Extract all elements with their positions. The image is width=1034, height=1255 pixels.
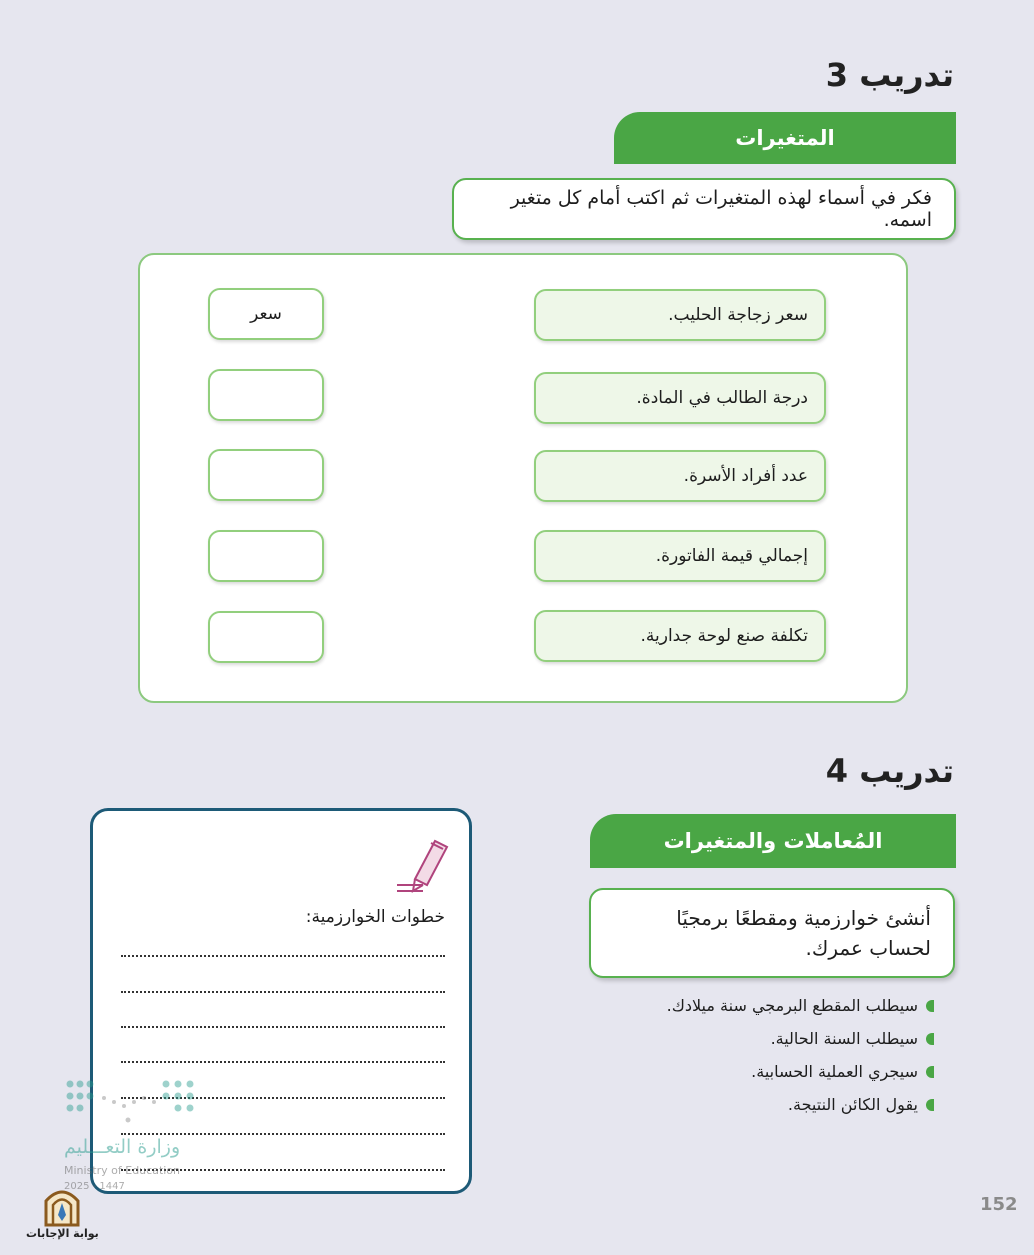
bullet-text: سيطلب السنة الحالية. (770, 1029, 918, 1048)
bullet-item (771, 1029, 934, 1048)
variable-answer-box[interactable] (208, 369, 324, 421)
variable-answer-box[interactable] (208, 530, 324, 582)
bullet-item (667, 996, 934, 1015)
variable-item-family-count: عدد أفراد الأسرة. (534, 450, 826, 502)
answer-line[interactable] (121, 991, 445, 993)
bullet-item (751, 1062, 934, 1081)
bullet-text: سيطلب المقطع البرمجي سنة ميلادك. (666, 996, 918, 1015)
variable-answer-box[interactable]: سعر (208, 288, 324, 340)
exercise-4-banner: المُعاملات والمتغيرات (590, 814, 956, 868)
answer-line[interactable] (121, 1133, 445, 1135)
bullet-marker-icon (926, 1000, 934, 1012)
answer-line[interactable] (121, 1026, 445, 1028)
variable-item-milk-price: سعر زجاجة الحليب. (534, 289, 826, 341)
ministry-logo-icon (62, 1076, 202, 1132)
answer-line[interactable] (121, 955, 445, 957)
pencil-icon (393, 833, 457, 899)
variable-answer-box[interactable] (208, 449, 324, 501)
exercise-4-instruction: أنشئ خوارزمية ومقطعًا برمجيًا لحساب عمرك. (589, 888, 955, 978)
exercise-3-title: تدريب 3 (825, 56, 954, 94)
ministry-name-en: Ministry of Education (64, 1164, 181, 1177)
portal-logo-icon (40, 1185, 84, 1227)
variable-item-student-grade: درجة الطالب في المادة. (534, 372, 826, 424)
exercise-3-banner: المتغيرات (614, 112, 956, 164)
bullet-item (788, 1095, 934, 1114)
bullet-marker-icon (926, 1033, 934, 1045)
algorithm-steps-label: خطوات الخوارزمية: (305, 907, 445, 927)
portal-name: بوابة الإجابات (26, 1227, 99, 1240)
bullet-marker-icon (926, 1066, 934, 1078)
exercise-4-title: تدريب 4 (825, 752, 954, 790)
exercise-3-instruction: فكر في أسماء لهذه المتغيرات ثم اكتب أمام كل متغير اسمه. (452, 178, 956, 240)
variable-item-invoice-total: إجمالي قيمة الفاتورة. (534, 530, 826, 582)
variable-item-mural-cost: تكلفة صنع لوحة جدارية. (534, 610, 826, 662)
bullet-text: سيجري العملية الحسابية. (751, 1062, 918, 1081)
answer-line[interactable] (121, 1061, 445, 1063)
ministry-years: 2025 - 1447 (64, 1181, 125, 1192)
bullet-marker-icon (926, 1099, 934, 1111)
variable-answer-box[interactable] (208, 611, 324, 663)
ministry-name-ar: وزارة التعـــليم (64, 1136, 181, 1158)
bullet-text: يقول الكائن النتيجة. (787, 1095, 918, 1114)
page-number: 152 (980, 1194, 1018, 1215)
